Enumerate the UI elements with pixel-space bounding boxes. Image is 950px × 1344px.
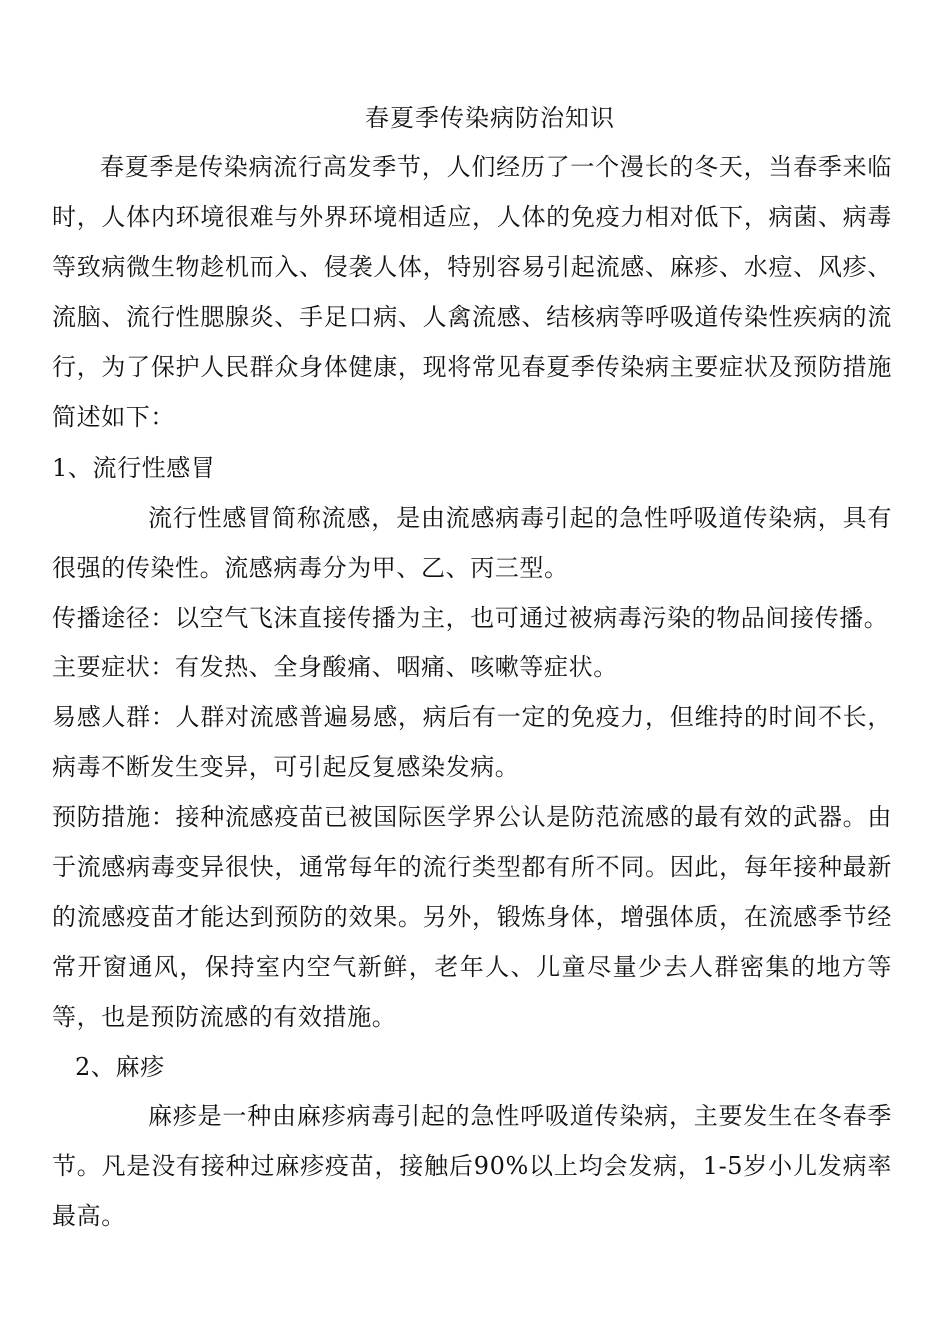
section-heading-influenza: 1、流行性感冒 [52, 454, 216, 482]
intro-paragraph: 春夏季是传染病流行高发季节，人们经历了一个漫长的冬天，当春季来临时，人体内环境很难与外界环境相适应，人体的免疫力相对低下，病菌、病毒等致病微生物趁机而入、侵袭人体，特别容易引起流感、麻疹、水痘、风疹、流脑、流行性腮腺炎、手足口病、人禽流感、结核病等呼吸道传染性疾病的流行，为了保护人民群众身体健康，现将常见春夏季传染病主要症状及预防措施简述如下： [52, 153, 892, 431]
influenza-prevention-paragraph: 预防措施：接种流感疫苗已被国际医学界公认是防范流感的最有效的武器。由于流感病毒变异很快，通常每年的流行类型都有所不同。因此，每年接种最新的流感疫苗才能达到预防的效果。另外，锻炼身体，增强体质，在流感季节经常开窗通风，保持室内空气新鲜，老年人、儿童尽量少去人群密集的地方等等，也是预防流感的有效措施。 [52, 803, 892, 1031]
influenza-susceptible-paragraph: 易感人群：人群对流感普遍易感，病后有一定的免疫力，但维持的时间不长，病毒不断发生变异，可引起反复感染发病。 [52, 703, 892, 781]
measles-definition-paragraph: 麻疹是一种由麻疹病毒引起的急性呼吸道传染病，主要发生在冬春季节。凡是没有接种过麻疹疫苗，接触后90%以上均会发病，1-5岁小儿发病率最高。 [52, 1102, 892, 1230]
document-title: 春夏季传染病防治知识 [365, 104, 615, 132]
section-heading-measles: 2、麻疹 [75, 1053, 165, 1081]
influenza-symptoms-paragraph: 主要症状：有发热、全身酸痛、咽痛、咳嗽等症状。 [52, 653, 618, 681]
influenza-transmission-paragraph: 传播途径：以空气飞沫直接传播为主，也可通过被病毒污染的物品间接传播。 [52, 604, 889, 632]
influenza-definition-paragraph: 流行性感冒简称流感，是由流感病毒引起的急性呼吸道传染病，具有很强的传染性。流感病毒分为甲、乙、丙三型。 [52, 504, 892, 582]
